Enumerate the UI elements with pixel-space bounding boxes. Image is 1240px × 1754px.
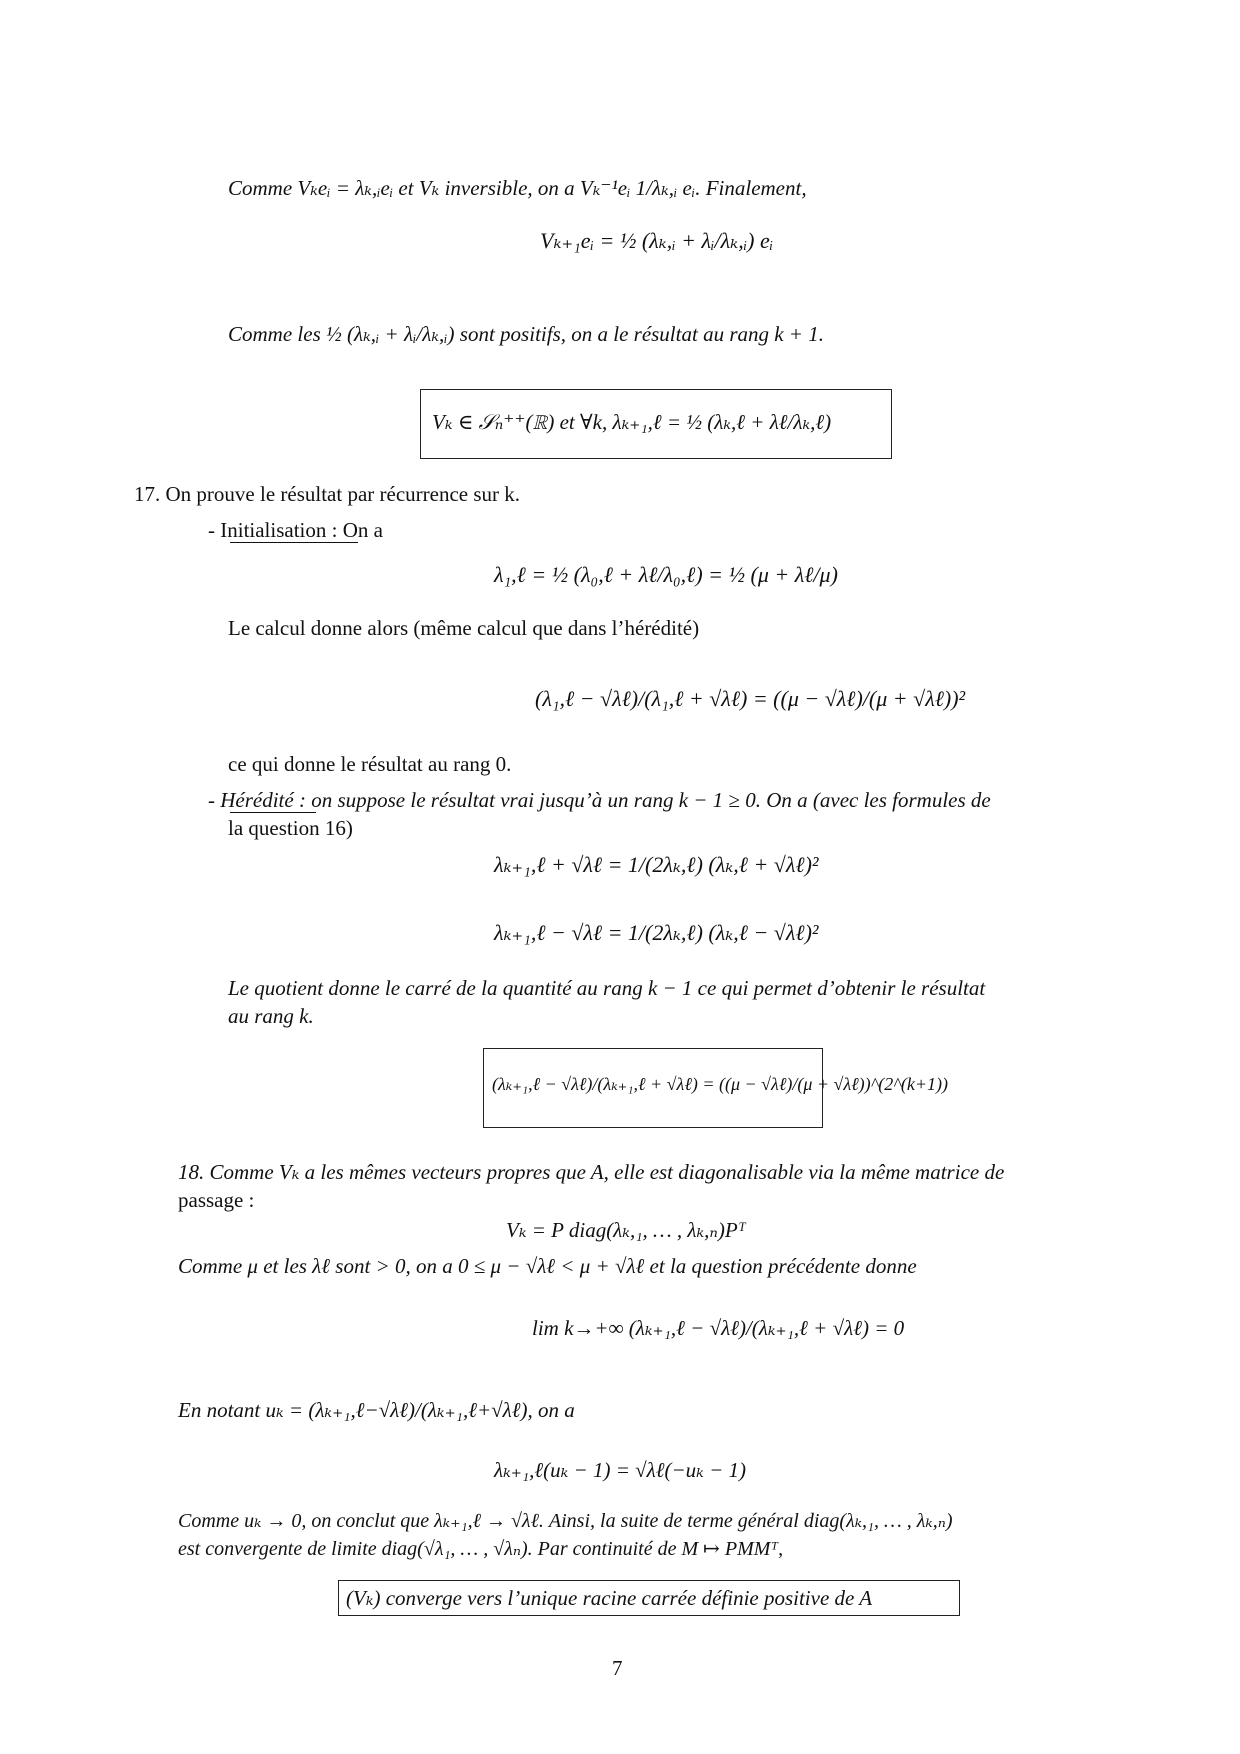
equation-5 bbox=[494, 920, 819, 946]
equation-8 bbox=[494, 1458, 746, 1483]
mu-text: Comme μ et les λℓ sont > 0, on a 0 ≤ μ − √λℓ < μ + √λℓ et la question précédente donne bbox=[178, 1254, 917, 1278]
quotient-line-1 bbox=[228, 976, 985, 1001]
question-18-line-1 bbox=[178, 1160, 1004, 1185]
heredite-line-2 bbox=[228, 816, 353, 841]
equation-2-text: λ₁,ℓ = ½ (λ₀,ℓ + λℓ/λ₀,ℓ) = ½ (μ + λℓ/μ) bbox=[494, 562, 838, 587]
equation-8-text: λₖ₊₁,ℓ(uₖ − 1) = √λℓ(−uₖ − 1) bbox=[494, 1458, 746, 1482]
conclusion-text-1: Comme uₖ → 0, on conclut que λₖ₊₁,ℓ → √λℓ. Ainsi, la suite de terme général diag(λₖ,₁, … , λₖ,ₙ) bbox=[178, 1510, 953, 1532]
rang-0-text: ce qui donne le résultat au rang 0. bbox=[228, 752, 512, 776]
quotient-text-2: au rang k. bbox=[228, 1004, 314, 1028]
heredite-text-2: la question 16) bbox=[228, 816, 353, 840]
equation-7 bbox=[532, 1316, 904, 1341]
equation-1 bbox=[540, 228, 773, 254]
question-18-text-2: passage : bbox=[178, 1188, 255, 1212]
question-17-text: 17. On prouve le résultat par récurrence sur k. bbox=[134, 482, 521, 506]
conclusion-line-2 bbox=[178, 1536, 783, 1561]
question-18-text-1: 18. Comme Vₖ a les mêmes vecteurs propres que A, elle est diagonalisable via la même matrice de bbox=[178, 1160, 1005, 1184]
box-3-content bbox=[346, 1586, 872, 1611]
rang-0-line bbox=[228, 752, 511, 777]
equation-6-text: Vₖ = P diag(λₖ,₁, … , λₖ,ₙ)Pᵀ bbox=[506, 1218, 746, 1242]
quotient-line-2 bbox=[228, 1004, 314, 1029]
mu-line bbox=[178, 1254, 917, 1279]
page-number bbox=[612, 1656, 623, 1681]
equation-5-text: λₖ₊₁,ℓ − √λℓ = 1/(2λₖ,ℓ) (λₖ,ℓ − √λℓ)² bbox=[494, 920, 819, 945]
box-1-content bbox=[432, 410, 831, 435]
box-2-text: (λₖ₊₁,ℓ − √λℓ)/(λₖ₊₁,ℓ + √λℓ) = ((μ − √λℓ)/(μ + √λℓ))^(2^(k+1)) bbox=[492, 1074, 948, 1094]
quotient-text-1: Le quotient donne le carré de la quantité au rang k − 1 ce qui permet d’obtenir le résultat bbox=[228, 976, 986, 1000]
equation-1-text: Vₖ₊₁eᵢ = ½ (λₖ,ᵢ + λᵢ/λₖ,ᵢ) eᵢ bbox=[540, 228, 774, 253]
page-number-text: 7 bbox=[612, 1656, 623, 1680]
calcul-text: Le calcul donne alors (même calcul que dans l’hérédité) bbox=[228, 616, 700, 640]
line-1-text: Comme Vₖeᵢ = λₖ,ᵢeᵢ et Vₖ inversible, on a Vₖ⁻¹eᵢ 1/λₖ,ᵢ eᵢ. Finalement, bbox=[228, 176, 807, 200]
box-1-text: Vₖ ∈ 𝒮ₙ⁺⁺(ℝ) et ∀k, λₖ₊₁,ℓ = ½ (λₖ,ℓ + λℓ/λₖ,ℓ) bbox=[432, 410, 832, 434]
equation-6 bbox=[506, 1218, 746, 1243]
initialisation bbox=[208, 518, 383, 543]
conclusion-line-1 bbox=[178, 1508, 953, 1533]
text-line-2 bbox=[228, 322, 824, 347]
heredite-text-1: - Hérédité : on suppose le résultat vrai jusqu’à un rang k − 1 ≥ 0. On a (avec les formules de bbox=[208, 788, 991, 812]
question-17 bbox=[134, 482, 520, 507]
equation-4 bbox=[494, 852, 819, 878]
heredite-underline bbox=[230, 812, 316, 813]
equation-3-text: (λ₁,ℓ − √λℓ)/(λ₁,ℓ + √λℓ) = ((μ − √λℓ)/(μ + √λℓ))² bbox=[535, 686, 966, 711]
box-2-content bbox=[492, 1074, 948, 1095]
equation-3 bbox=[535, 686, 965, 712]
initialisation-text: - Initialisation : On a bbox=[208, 518, 383, 542]
equation-2 bbox=[494, 562, 838, 588]
initialisation-underline bbox=[230, 542, 358, 543]
equation-4-text: λₖ₊₁,ℓ + √λℓ = 1/(2λₖ,ℓ) (λₖ,ℓ + √λℓ)² bbox=[494, 852, 819, 877]
text-line-1 bbox=[228, 176, 807, 201]
conclusion-text-2: est convergente de limite diag(√λ₁, … , √λₙ). Par continuité de M ↦ PMMᵀ, bbox=[178, 1538, 784, 1560]
notant-line bbox=[178, 1398, 575, 1423]
calcul-line bbox=[228, 616, 699, 641]
question-18-line-2 bbox=[178, 1188, 254, 1213]
equation-7-text: lim k→+∞ (λₖ₊₁,ℓ − √λℓ)/(λₖ₊₁,ℓ + √λℓ) = 0 bbox=[532, 1316, 905, 1340]
line-2-text: Comme les ½ (λₖ,ᵢ + λᵢ/λₖ,ᵢ) sont positifs, on a le résultat au rang k + 1. bbox=[228, 322, 824, 346]
heredite-line-1 bbox=[208, 788, 991, 813]
box-3-text: (Vₖ) converge vers l’unique racine carrée définie positive de A bbox=[346, 1586, 873, 1610]
notant-text: En notant uₖ = (λₖ₊₁,ℓ−√λℓ)/(λₖ₊₁,ℓ+√λℓ), on a bbox=[178, 1398, 575, 1422]
